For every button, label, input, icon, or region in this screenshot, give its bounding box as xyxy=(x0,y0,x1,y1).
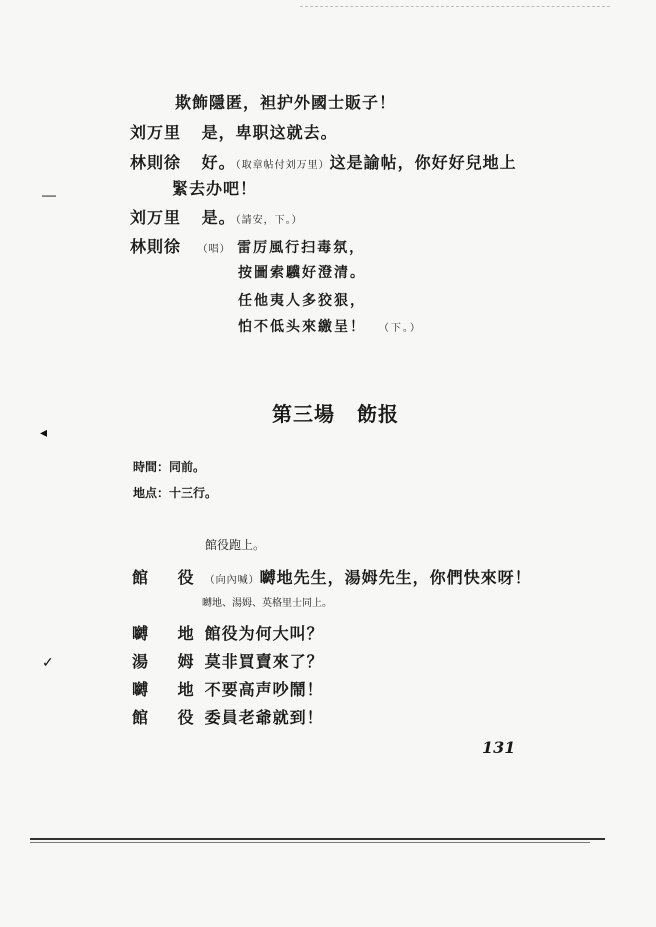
dialogue-line-5 xyxy=(132,705,324,728)
dialogue-text: 这是諭帖，你好好兒地上 xyxy=(329,153,517,172)
dialogue-text: 是，卑职这就去。 xyxy=(201,123,338,142)
verse-text: 怕不低头來繳呈！ xyxy=(238,319,366,335)
stage-entry: 館役跑上。 xyxy=(205,538,266,552)
text-line-3 xyxy=(130,150,517,173)
speaker-name: 館 役 xyxy=(132,708,206,727)
text-line-1: 欺飾隱匿，袒护外國士販子！ xyxy=(175,93,397,112)
verse-line: 按圖索驥好澄清。 xyxy=(238,265,366,281)
dialogue-text: 館役为何大叫？ xyxy=(204,624,324,643)
stage-direction: （向內喊） xyxy=(204,575,260,586)
stage-direction: （下。） xyxy=(378,323,422,334)
text-line-6 xyxy=(130,234,365,257)
time-value: 同前。 xyxy=(169,460,206,474)
speaker-name: 館 役 xyxy=(132,568,206,587)
speaker-name: 林則徐 xyxy=(130,237,182,256)
text-line-5 xyxy=(130,205,303,228)
dialogue-line-4 xyxy=(132,677,324,700)
verse-line: 雷厉風行扫毒氛， xyxy=(237,240,366,256)
ink-mark-icon: ― xyxy=(42,188,56,204)
dialogue-line-1 xyxy=(132,565,532,588)
setting-place xyxy=(133,484,217,501)
stage-direction: （取章帖付刘万里） xyxy=(235,160,330,171)
ink-mark-icon: ◂ xyxy=(40,425,48,441)
speaker-name: 刘万里 xyxy=(130,123,182,142)
scene-heading xyxy=(272,398,399,427)
setting-time xyxy=(133,458,205,475)
dialogue-text: 委員老爺就到！ xyxy=(204,708,324,727)
scene-name: 飭报 xyxy=(357,402,399,426)
page-number: 131 xyxy=(482,738,516,757)
verse-line: 任他夷人多狡狠， xyxy=(238,293,366,309)
stage-direction: （唱） xyxy=(197,244,231,255)
bottom-rule xyxy=(30,838,605,840)
dialogue-text: 嚩地先生，湯姆先生，你們快來呀！ xyxy=(259,568,532,587)
dialogue-text: 不要高声吵鬧！ xyxy=(204,680,324,699)
dialogue-text: 好。 xyxy=(201,153,236,172)
dialogue-line-3 xyxy=(132,649,324,672)
speaker-name: 嚩 地 xyxy=(132,680,206,699)
text-line-2 xyxy=(130,120,338,143)
place-label: 地点： xyxy=(133,486,170,500)
bottom-rule-thin xyxy=(30,842,590,843)
place-value: 十三行。 xyxy=(169,486,218,500)
dialogue-text: 莫非買賣來了？ xyxy=(204,652,324,671)
speaker-name: 刘万里 xyxy=(130,208,182,227)
scene-number: 第三場 xyxy=(272,402,335,426)
top-edge-rule xyxy=(300,0,610,7)
stage-direction: （請安，下。） xyxy=(235,215,303,226)
ink-mark-icon: ✓ xyxy=(42,655,54,671)
speaker-name: 嚩 地 xyxy=(132,624,206,643)
time-label: 時間： xyxy=(133,460,170,474)
dialogue-line-2 xyxy=(132,621,324,644)
speaker-name: 林則徐 xyxy=(130,153,182,172)
text-line-4: 緊去办吧！ xyxy=(172,179,258,198)
speaker-name: 湯 姆 xyxy=(132,652,206,671)
dialogue-text: 是。 xyxy=(201,208,236,227)
verse-line xyxy=(238,316,422,336)
stage-entry: 嚩地、湯姆、英格里士同上。 xyxy=(202,598,332,609)
